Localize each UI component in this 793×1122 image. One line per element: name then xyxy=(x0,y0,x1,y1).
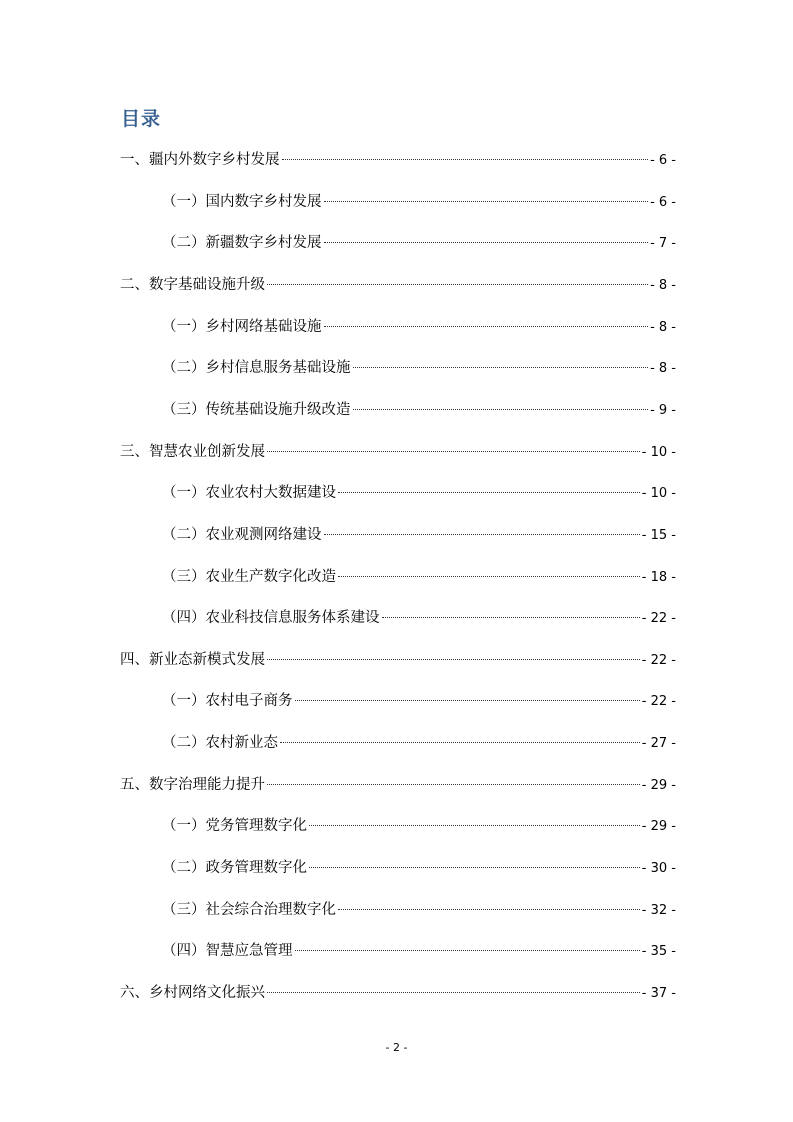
toc-entry-page-number: - 6 - xyxy=(650,153,676,168)
toc-entry-label: （二）新疆数字乡村发展 xyxy=(162,235,322,251)
toc-entry-label: （三）社会综合治理数字化 xyxy=(162,902,336,918)
toc-entry-page-number: - 22 - xyxy=(641,653,676,668)
toc-entry-page-number: - 6 - xyxy=(650,195,676,210)
toc-dot-leader xyxy=(324,534,640,535)
toc-dot-leader xyxy=(382,617,640,618)
toc-entry-label: 二、数字基础设施升级 xyxy=(120,277,265,293)
toc-entry[interactable] xyxy=(162,899,676,921)
toc-dot-leader xyxy=(267,992,640,993)
toc-entry-page-number: - 29 - xyxy=(641,819,676,834)
toc-entry[interactable] xyxy=(162,316,676,338)
toc-entry[interactable] xyxy=(162,732,676,754)
toc-entry-label: （一）乡村网络基础设施 xyxy=(162,319,322,335)
toc-entry[interactable] xyxy=(162,482,676,504)
toc-entry-page-number: - 10 - xyxy=(641,445,676,460)
toc-entry-label: （三）农业生产数字化改造 xyxy=(162,569,336,585)
toc-dot-leader xyxy=(280,742,640,743)
toc-entry-page-number: - 35 - xyxy=(641,944,676,959)
toc-entry[interactable] xyxy=(162,607,676,629)
toc-entry-label: （二）农村新业态 xyxy=(162,735,278,751)
toc-entry-label: （二）政务管理数字化 xyxy=(162,860,307,876)
toc-dot-leader xyxy=(295,950,640,951)
toc-entry-page-number: - 22 - xyxy=(641,694,676,709)
toc-dot-leader xyxy=(353,409,649,410)
toc-entry-label: （一）国内数字乡村发展 xyxy=(162,194,322,210)
toc-dot-leader xyxy=(338,576,640,577)
toc-entry-page-number: - 32 - xyxy=(641,903,676,918)
toc-entry[interactable] xyxy=(120,649,676,671)
toc-entry-label: （一）农业农村大数据建设 xyxy=(162,485,336,501)
toc-entry[interactable] xyxy=(120,441,676,463)
toc-dot-leader xyxy=(267,659,640,660)
toc-entry-label: 四、新业态新模式发展 xyxy=(120,652,265,668)
toc-entry-label: （一）党务管理数字化 xyxy=(162,818,307,834)
toc-title: 目录 xyxy=(121,108,162,130)
toc-entry-page-number: - 8 - xyxy=(650,278,676,293)
toc-dot-leader xyxy=(338,909,640,910)
toc-entry[interactable] xyxy=(162,566,676,588)
toc-entry-page-number: - 15 - xyxy=(641,528,676,543)
toc-entry-page-number: - 7 - xyxy=(650,236,676,251)
toc-entry[interactable] xyxy=(162,524,676,546)
toc-entry[interactable] xyxy=(162,232,676,254)
page-number-footer: - 2 - xyxy=(385,1041,408,1054)
toc-entry-page-number: - 9 - xyxy=(650,403,676,418)
toc-dot-leader xyxy=(267,284,648,285)
toc-entry[interactable] xyxy=(162,857,676,879)
toc-entry-page-number: - 8 - xyxy=(650,361,676,376)
toc-entry-page-number: - 10 - xyxy=(641,486,676,501)
toc-entry[interactable] xyxy=(120,149,676,171)
toc-dot-leader xyxy=(353,367,649,368)
toc-entry[interactable] xyxy=(162,399,676,421)
toc-entry-label: 一、疆内外数字乡村发展 xyxy=(120,152,280,168)
toc-dot-leader xyxy=(324,326,649,327)
toc-entry-label: （二）农业观测网络建设 xyxy=(162,527,322,543)
toc-entry[interactable] xyxy=(162,191,676,213)
toc-dot-leader xyxy=(282,159,649,160)
toc-entry[interactable] xyxy=(120,274,676,296)
toc-entry[interactable] xyxy=(120,774,676,796)
toc-entry[interactable] xyxy=(162,690,676,712)
toc-entry-label: （四）农业科技信息服务体系建设 xyxy=(162,610,380,626)
toc-entry-page-number: - 27 - xyxy=(641,736,676,751)
toc-entry[interactable] xyxy=(120,982,676,1004)
toc-entry-page-number: - 30 - xyxy=(641,861,676,876)
toc-dot-leader xyxy=(309,867,640,868)
toc-dot-leader xyxy=(295,700,640,701)
toc-entry[interactable] xyxy=(162,815,676,837)
toc-entry-page-number: - 29 - xyxy=(641,778,676,793)
toc-entry-label: （二）乡村信息服务基础设施 xyxy=(162,360,351,376)
toc-entry-label: （三）传统基础设施升级改造 xyxy=(162,402,351,418)
toc-entry-page-number: - 37 - xyxy=(641,986,676,1001)
toc-entry-label: 三、智慧农业创新发展 xyxy=(120,444,265,460)
toc-entry[interactable] xyxy=(162,357,676,379)
toc-entry-label: 六、乡村网络文化振兴 xyxy=(120,985,265,1001)
toc-entry-label: （一）农村电子商务 xyxy=(162,693,293,709)
toc-entry-label: 五、数字治理能力提升 xyxy=(120,777,265,793)
toc-entry-label: （四）智慧应急管理 xyxy=(162,943,293,959)
toc-entry-page-number: - 22 - xyxy=(641,611,676,626)
toc-dot-leader xyxy=(324,242,649,243)
toc-dot-leader xyxy=(309,825,640,826)
toc-entry-page-number: - 8 - xyxy=(650,320,676,335)
toc-dot-leader xyxy=(324,201,649,202)
toc-dot-leader xyxy=(338,492,640,493)
toc-dot-leader xyxy=(267,451,640,452)
toc-entry-page-number: - 18 - xyxy=(641,570,676,585)
toc-entry[interactable] xyxy=(162,940,676,962)
toc-dot-leader xyxy=(267,784,640,785)
